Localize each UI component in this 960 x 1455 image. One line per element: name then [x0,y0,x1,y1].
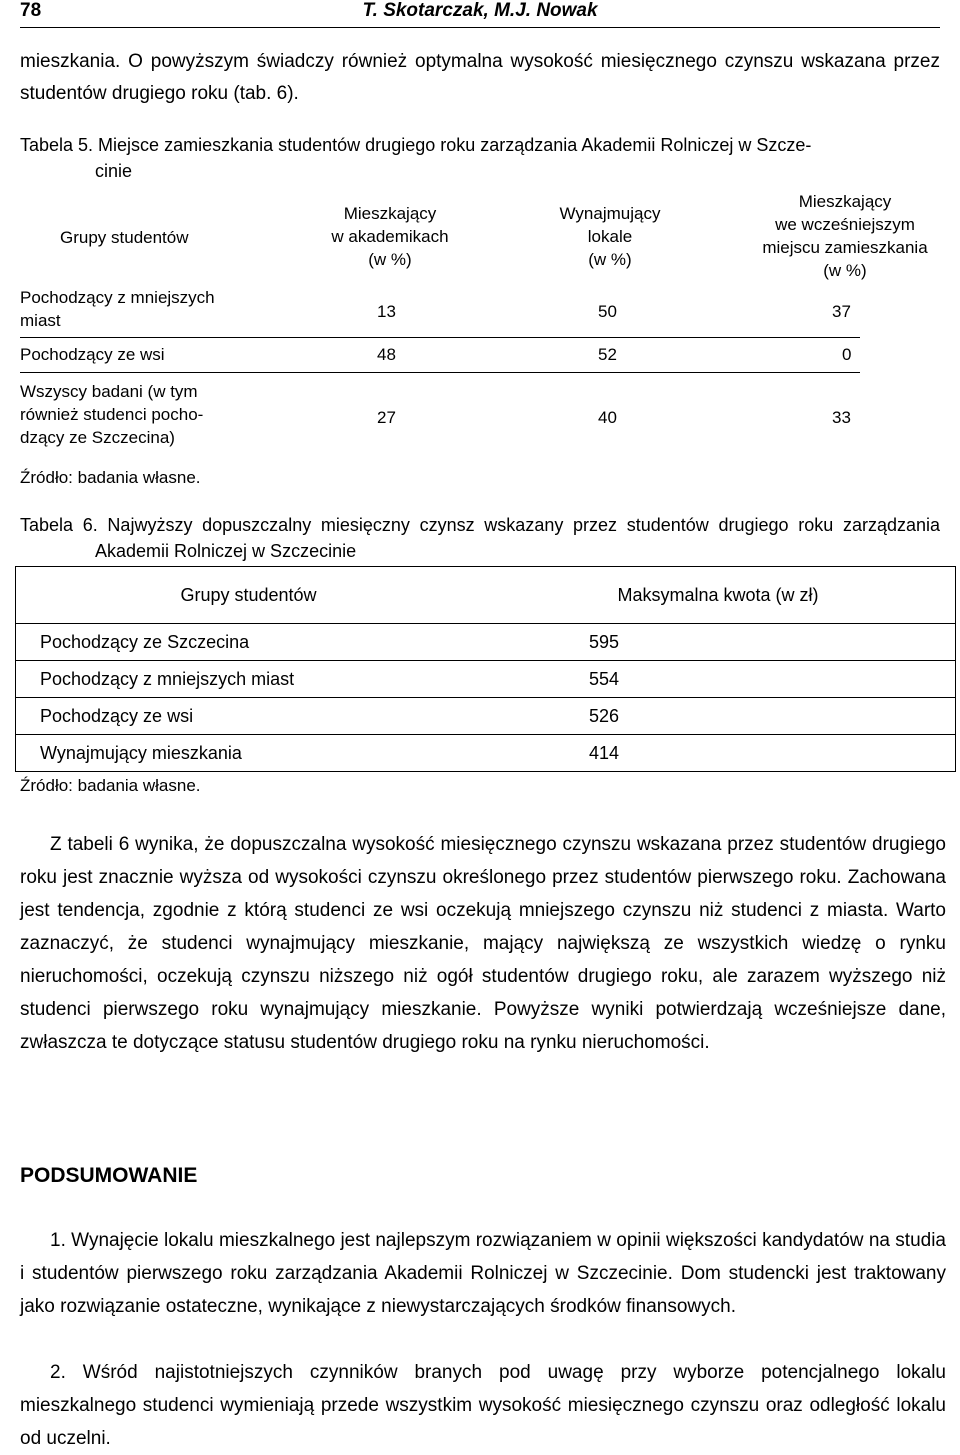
table6-caption: Tabela 6. Najwyższy dopuszczalny miesięczny czynsz wskazany przez studentów drugiego roku zarządzania Akademii Rolniczej w Szczecinie [20,515,940,561]
table6-header-row [16,567,955,624]
table5-row3-col1: 27 [377,408,396,427]
running-title: T. Skotarczak, M.J. Nowak [362,0,598,21]
table5-row2-col3: 0 [842,345,852,364]
table5-header-col2: Wynajmujący lokale (w %) [559,204,661,269]
table5-row3-col2: 40 [598,408,617,427]
table-row [16,661,955,698]
section-heading: PODSUMOWANIE [20,1164,198,1187]
table6-row-label: Wynajmujący mieszkania [16,735,481,772]
table5-row1-col2: 50 [598,302,617,321]
table5 [20,190,940,460]
summary-item-1: 1. Wynajęcie lokalu mieszkalnego jest najlepszym rozwiązaniem w opinii większości kandydatów na studia i studentów pierwszego roku zarządzania Akademii Rolniczej w Szczecinie. Dom studencki jest traktowany jako rozwiązanie ostateczne, wynikające z niewystarczających środków finansowych. [20,1230,946,1317]
table5-caption-line2: cinie [95,161,133,181]
page-header [20,0,940,26]
table5-row1-col1: 13 [377,302,396,321]
table6-row-value: 414 [481,735,955,772]
table5-row2-col2: 52 [598,345,617,364]
table-row [16,624,955,661]
table6-header-group: Grupy studentów [180,584,317,605]
body-paragraph: Z tabeli 6 wynika, że dopuszczalna wysokość miesięcznego czynszu wskazana przez studentów drugiego roku jest znacznie wyższa od wysokości czynszu określonego przez studentów pierwszego roku. Zachowana jest tendencja, zgodnie z którą studenci ze wsi oczekują mniejszego czynszu niż studenci z miasta. Warto zaznaczyć, że studenci wynajmujący mieszkanie, mający największą ze wszystkich wiedzę o rynku nieruchomości, oczekują czynszu niższego niż ogół studentów drugiego roku, ale zarazem wyższego niż studenci pierwszego roku wynajmujący mieszkanie. Powyższe wyniki potwierdzają wcześniejsze dane, zwłaszcza te dotyczące statusu studentów drugiego roku na rynku nieruchomości. [20,834,946,1053]
table6-row-label: Pochodzący z mniejszych miast [16,661,481,698]
table5-row2-col1: 48 [377,345,396,364]
table6-row-value: 554 [481,661,955,698]
table5-header-group: Grupy studentów [60,228,189,247]
header-rule [20,27,940,28]
table5-source: Źródło: badania własne. [20,468,201,487]
table6-source: Źródło: badania własne. [20,776,201,795]
table-row [16,698,955,735]
table5-caption-line1: Tabela 5. Miejsce zamieszkania studentów drugiego roku zarządzania Akademii Rolniczej w Szcze- [20,135,812,155]
table5-row1-col3: 37 [832,302,851,321]
table5-header-col1: Mieszkający w akademikach (w %) [331,204,449,269]
table5-rule [20,337,860,338]
table5-row1-label: Pochodzący z mniejszych miast [20,288,215,330]
table5-rule [20,372,860,373]
table5-row3-col3: 33 [832,408,851,427]
table6-row-value: 526 [481,698,955,735]
page-number: 78 [20,0,42,21]
table5-header-col3: Mieszkający we wcześniejszym miejscu zamieszkania (w %) [762,192,928,280]
table6-row-label: Pochodzący ze wsi [16,698,481,735]
table6 [15,566,956,772]
table6-header-amount: Maksymalna kwota (w zł) [617,584,819,605]
intro-paragraph: mieszkania. O powyższym świadczy również optymalna wysokość miesięcznego czynszu wskazana przez studentów drugiego roku (tab. 6). [20,51,940,104]
table5-row2-label: Pochodzący ze wsi [20,345,165,364]
summary-item-2: 2. Wśród najistotniejszych czynników branych pod uwagę przy wyborze potencjalnego lokalu mieszkalnego studenci wymieniają przede wszystkim wysokość miesięcznego czynszu oraz odległość lokalu od uczelni. [20,1362,946,1449]
table6-row-label: Pochodzący ze Szczecina [16,624,481,661]
table6-row-value: 595 [481,624,955,661]
table5-caption [20,132,940,184]
table-row [16,735,955,772]
table5-row3-label: Wszyscy badani (w tym również studenci pocho- dzący ze Szczecina) [20,382,204,447]
